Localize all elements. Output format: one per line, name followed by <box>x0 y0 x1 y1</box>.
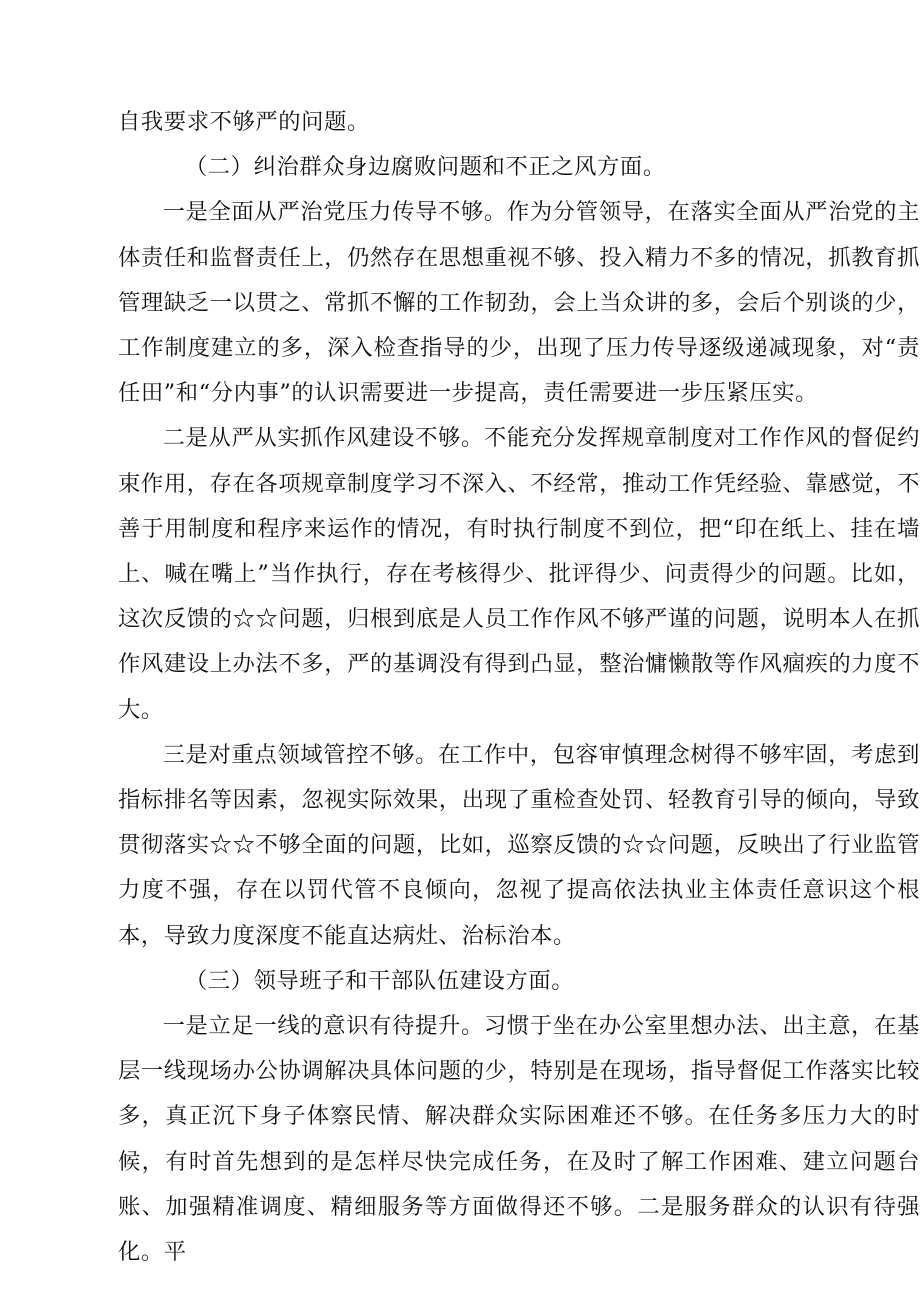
body-paragraph-2: 二是从严从实抓作风建设不够。不能充分发挥规章制度对工作作风的督促约束作用，存在各项规章制度学习不深入、不经常，推动工作凭经验、靠感觉，不善于用制度和程序来运作的情况，有时执行制度不到位，把“印在纸上、挂在墙上、喊在嘴上”当作执行，存在考核得少、批评得少、问责得少的问题。比如，这次反馈的☆☆问题，归根到底是人员工作作风不够严谨的问题，说明本人在抓作风建设上办法不多，严的基调没有得到凸显，整治慵懒散等作风痼疾的力度不大。 <box>118 425 920 723</box>
section-heading-3: （三）领导班子和干部队伍建设方面。 <box>184 967 575 994</box>
body-paragraph-3: 三是对重点领域管控不够。在工作中，包容审慎理念树得不够牢固，考虑到指标排名等因素，忽视实际效果，出现了重检查处罚、轻教育引导的倾向，导致贯彻落实☆☆不够全面的问题，比如，巡察反馈的☆☆问题，反映出了行业监管力度不强，存在以罚代管不良倾向，忽视了提高依法执业主体责任意识这个根本，导致力度深度不能直达病灶、治标治本。 <box>118 741 920 949</box>
continuation-paragraph: 自我要求不够严的问题。 <box>118 109 370 135</box>
document-page <box>118 100 920 1275</box>
body-paragraph-4: 一是立足一线的意识有待提升。习惯于坐在办公室里想办法、出主意，在基层一线现场办公协调解决具体问题的少，特别是在现场，指导督促工作落实比较多，真正沉下身子体察民情、解决群众实际困难还不够。在任务多压力大的时候，有时首先想到的是怎样尽快完成任务，在及时了解工作困难、建立问题台账、加强精准调度、精细服务等方面做得还不够。二是服务群众的认识有待强化。平 <box>118 1013 920 1266</box>
section-heading-2: （二）纠治群众身边腐败问题和不正之风方面。 <box>184 154 666 181</box>
body-paragraph-1: 一是全面从严治党压力传导不够。作为分管领导，在落实全面从严治党的主体责任和监督责任上，仍然存在思想重视不够、投入精力不多的情况，抓教育抓管理缺乏一以贯之、常抓不懈的工作韧劲，会上当众讲的多，会后个别谈的少，工作制度建立的多，深入检查指导的少，出现了压力传导逐级递减现象，对“责任田”和“分内事”的认识需要进一步提高，责任需要进一步压紧压实。 <box>118 199 920 407</box>
